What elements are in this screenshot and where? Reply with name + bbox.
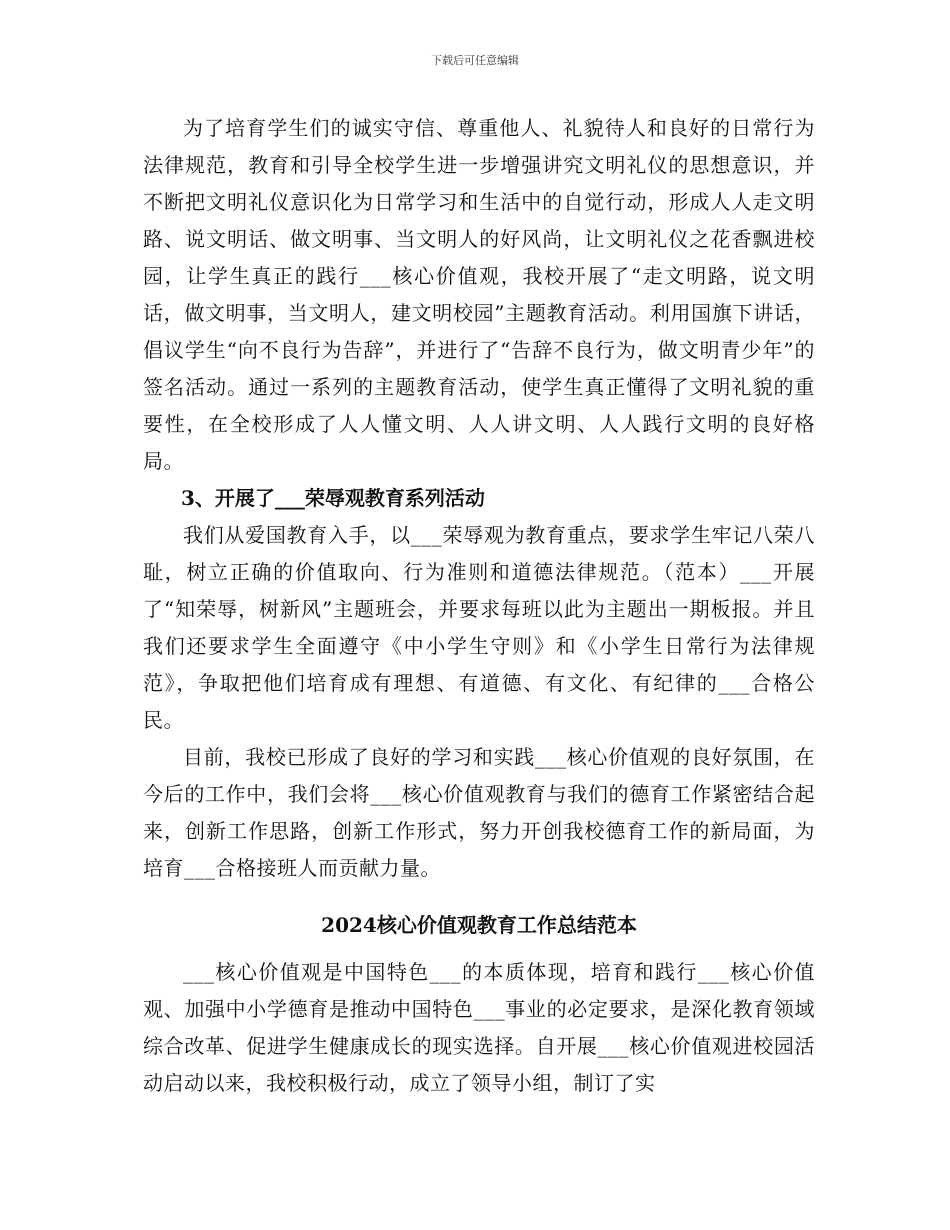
paragraph-core-values-intro: ___核心价值观是中国特色___的本质体现，培育和践行___核心价值观、加强中小学德育是推动中国特色___事业的必定要求，是深化教育领域综合改革、促进学生健康成长的现实选择。自开展___核心价值观进校园活动启动以来，我校积极行动，成立了领导小组，制订了实	[143, 960, 815, 1095]
paragraph-current-status: 目前，我校已形成了良好的学习和实践___核心价值观的良好氛围，在今后的工作中，我们会将___核心价值观教育与我们的德育工作紧密结合起来，创新工作思路，创新工作形式，努力开创我校德育工作的新局面，为培育___合格接班人而贡献力量。	[143, 745, 815, 880]
paragraph-civility-activities: 为了培育学生们的诚实守信、尊重他人、礼貌待人和良好的日常行为法律规范，教育和引导全校学生进一步增强讲究文明礼仪的思想意识，并不断把文明礼仪意识化为日常学习和生活中的自觉行动，形成人人走文明路、说文明话、做文明事、当文明人的好风尚，让文明礼仪之花香飘进校园，让学生真正的践行___核心价值观，我校开展了“走文明路，说文明话，做文明事，当文明人，建文明校园”主题教育活动。利用国旗下讲话，倡议学生“向不良行为告辞”，并进行了“告辞不良行为，做文明青少年”的签名活动。通过一系列的主题教育活动，使学生真正懂得了文明礼貌的重要性，在全校形成了人人懂文明、人人讲文明、人人践行文明的良好格局。	[143, 116, 815, 473]
page-header-note: 下载后可任意编辑	[431, 54, 519, 67]
document-body	[143, 110, 815, 1102]
paragraph-honor-education: 我们从爱国教育入手，以___荣辱观为教育重点，要求学生牢记八荣八耻，树立正确的价值取向、行为准则和道德法律规范。（范本）___开展了“知荣辱，树新风”主题班会，并要求每班以此为主题出一期板报。并且我们还要求学生全面遵守《中小学生守则》和《小学生日常行为法律规范》，争取把他们培育成有理想、有道德、有文化、有纪律的___合格公民。	[143, 523, 815, 732]
document-title: 2024核心价值观教育工作总结范本	[321, 913, 637, 937]
section-heading-honor-disgrace: 3、开展了___荣辱观教育系列活动	[181, 486, 485, 510]
